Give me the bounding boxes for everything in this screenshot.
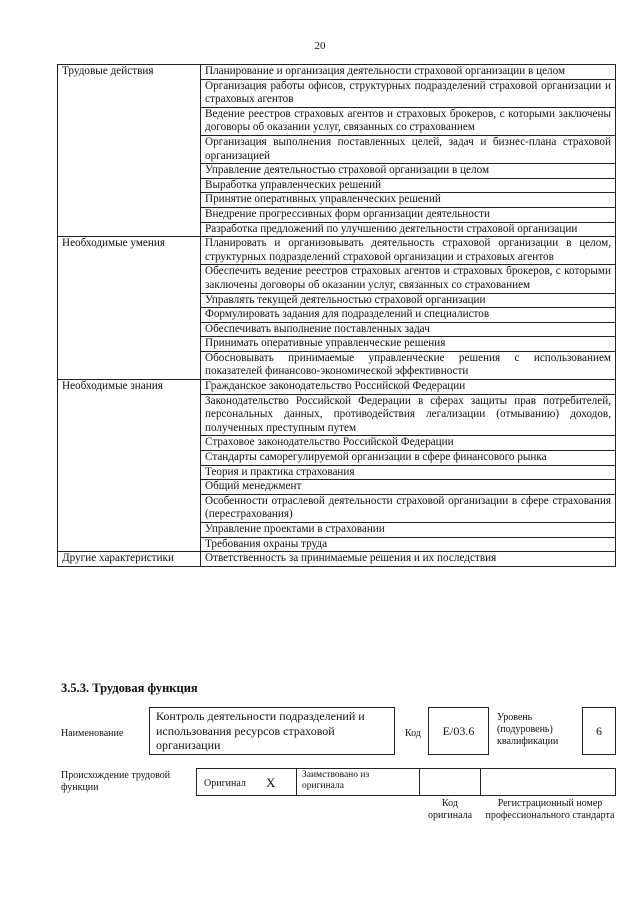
reg-number-label: Регистрационный номер профессионального стандарта — [485, 798, 615, 821]
category-cell: Необходимые знания — [58, 380, 201, 552]
description-cell: Законодательство Российской Федерации в сферах защиты прав потребителей, персональных данных, противодействия легализации (отмыванию) доходов, полученных преступным путем — [201, 394, 616, 436]
section-title: 3.5.3. Трудовая функция — [61, 681, 198, 695]
description-cell: Управлять текущей деятельностью страховой организации — [201, 293, 616, 308]
description-cell: Управление проектами в страховании — [201, 523, 616, 538]
description-cell: Гражданское законодательство Российской Федерации — [201, 380, 616, 395]
description-cell: Формулировать задания для подразделений и специалистов — [201, 308, 616, 323]
description-cell: Принимать оперативные управленческие решения — [201, 337, 616, 352]
category-cell: Другие характеристики — [58, 552, 201, 567]
description-cell: Разработка предложений по улучшению деятельности страховой организации — [201, 222, 616, 237]
table-row — [58, 65, 616, 80]
page-number: 20 — [314, 40, 326, 52]
original-label: Оригинал — [204, 778, 246, 789]
code-box — [428, 707, 489, 755]
description-cell: Стандарты саморегулируемой организации в сфере финансового рынка — [201, 451, 616, 466]
description-cell: Организация выполнения поставленных целей, задач и бизнес-плана страховой организацией — [201, 135, 616, 163]
competency-table — [57, 64, 616, 567]
description-cell: Планировать и организовывать деятельность страховой организации в целом, структурных подразделений страховой организации и страховых агентов — [201, 237, 616, 265]
origin-label: Происхождение трудовой функции — [61, 770, 171, 793]
description-cell: Ответственность за принимаемые решения и их последствия — [201, 552, 616, 567]
level-value: 6 — [596, 723, 602, 738]
level-label: Уровень (подуровень) квалификации — [497, 712, 559, 747]
description-cell: Страховое законодательство Российской Федерации — [201, 436, 616, 451]
table-row — [58, 552, 616, 567]
original-mark: X — [266, 775, 276, 790]
reg-number-cell — [480, 768, 616, 796]
function-name-box — [149, 707, 395, 755]
code-value: Е/03.6 — [442, 723, 475, 738]
description-cell: Ведение реестров страховых агентов и страховых брокеров, с которыми заключены договоры об оказании услуг, связанных со страхованием — [201, 107, 616, 135]
description-cell: Требования охраны труда — [201, 537, 616, 552]
original-cell — [196, 768, 297, 796]
description-cell: Организация работы офисов, структурных подразделений страховой организации и страховых агентов — [201, 79, 616, 107]
description-cell: Обеспечивать выполнение поставленных задач — [201, 322, 616, 337]
description-cell: Теория и практика страхования — [201, 465, 616, 480]
description-cell: Планирование и организация деятельности страховой организации в целом — [201, 65, 616, 80]
code-original-label: Код оригинала — [427, 798, 473, 821]
table-row — [58, 380, 616, 395]
description-cell: Обосновывать принимаемые управленческие решения с использованием показателей финансово-экономической эффективности — [201, 351, 616, 379]
category-cell: Необходимые умения — [58, 237, 201, 380]
table-row — [58, 237, 616, 265]
description-cell: Выработка управленческих решений — [201, 178, 616, 193]
code-original-cell — [419, 768, 481, 796]
code-label: Код — [405, 728, 421, 739]
function-name-value: Контроль деятельности подразделений и использования ресурсов страховой организации — [156, 709, 365, 752]
borrowed-label: Заимствовано из оригинала — [302, 770, 370, 791]
borrowed-cell — [296, 768, 420, 796]
description-cell: Внедрение прогрессивных форм организации деятельности — [201, 207, 616, 222]
name-label: Наименование — [61, 728, 124, 739]
description-cell: Особенности отраслевой деятельности страховой организации в сфере страхования (перестрахования) — [201, 494, 616, 522]
level-box — [582, 707, 616, 755]
category-cell: Трудовые действия — [58, 65, 201, 237]
description-cell: Обеспечить ведение реестров страховых агентов и страховых брокеров, с которыми заключены договоры об оказании услуг, связанных со страхованием — [201, 265, 616, 293]
description-cell: Принятие оперативных управленческих решений — [201, 193, 616, 208]
description-cell: Управление деятельностью страховой организации в целом — [201, 164, 616, 179]
description-cell: Общий менеджмент — [201, 480, 616, 495]
